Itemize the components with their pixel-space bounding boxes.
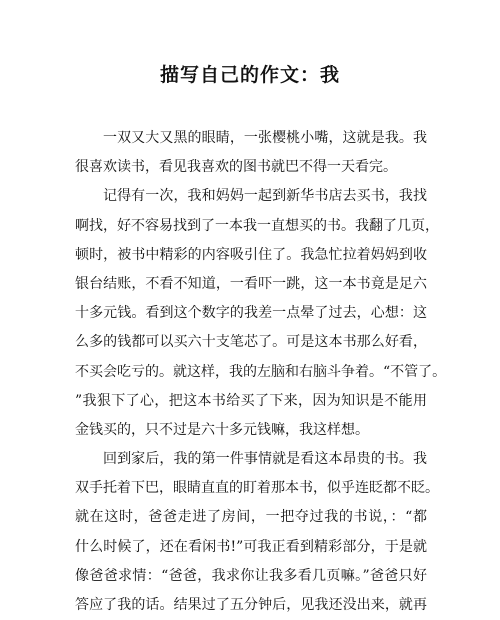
text-line: 什么时候了，还在看闲书!”可我正看到精彩部分，于是就	[75, 538, 427, 555]
text-line: 十多元钱。看到这个数字的我差一点晕了过去，心想：这	[75, 305, 427, 322]
text-line: 很喜欢读书，看见我喜欢的图书就巴不得一天看完。	[75, 159, 397, 176]
text-line: 像爸爸求情：“爸爸，我求你让我多看几页嘛。”爸爸只好	[75, 567, 427, 584]
text-line: 双手托着下巴，眼睛直直的盯着那本书，似乎连眨都不眨。	[75, 480, 439, 497]
essay-body	[75, 124, 447, 620]
text-line: 不买会吃亏的。就这样，我的左脑和右脑斗争着。“不管了。	[75, 363, 447, 380]
text-line: 银台结账，不看不知道，一看吓一跳，这一本书竟是足六	[75, 275, 427, 292]
text-line: 啊找，好不容易找到了一本我一直想买的书。我翻了几页，	[75, 217, 439, 234]
text-line: 么多的钱都可以买六十支笔芯了。可是这本书那么好看，	[75, 334, 427, 351]
page-title: 描写自己的作文：我	[159, 64, 340, 86]
text-line: 顿时，被书中精彩的内容吸引住了。我急忙拉着妈妈到收	[75, 246, 427, 263]
text-line: ”我狠下了心，把这本书给买了下来，因为知识是不能用	[75, 392, 427, 409]
text-line: 答应了我的话。结果过了五分钟后，见我还没出来，就再	[75, 597, 427, 613]
text-line: 金钱买的，只不过是六十多元钱嘛，我这样想。	[75, 421, 369, 438]
text-line: 回到家后，我的第一件事情就是看这本昂贵的书。我	[103, 451, 427, 468]
text-line: 就在这时，爸爸走进了房间，一把夺过我的书说，：“都	[75, 509, 427, 526]
text-line: 记得有一次，我和妈妈一起到新华书店去买书，我找	[103, 188, 427, 205]
text-line: 一双又大又黑的眼睛，一张樱桃小嘴，这就是我。我	[103, 130, 427, 146]
